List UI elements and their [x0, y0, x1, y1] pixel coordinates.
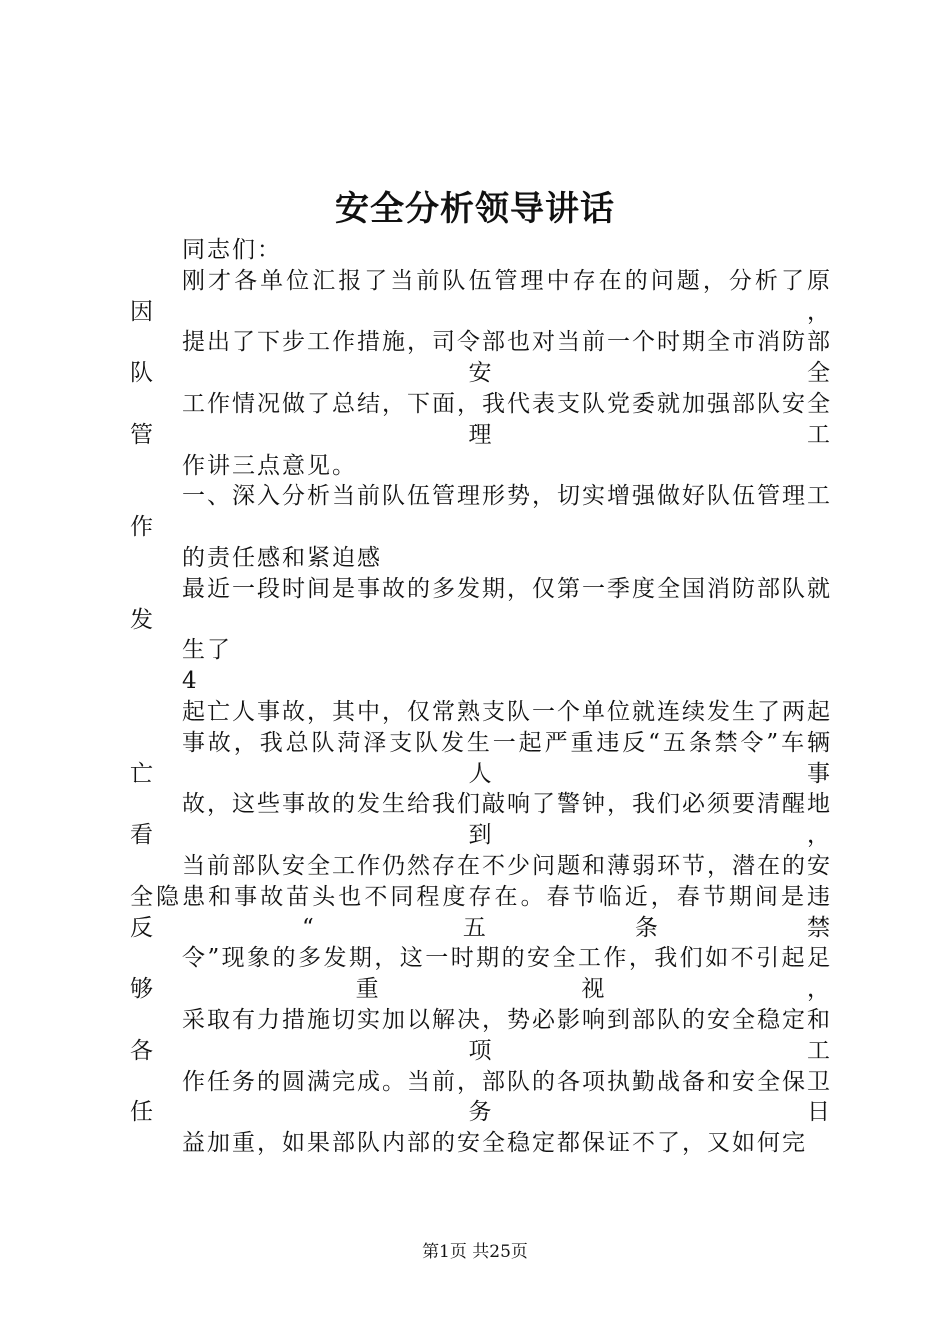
paragraph: 当前部队安全工作仍然存在不少问题和薄弱环节，潜在的安全隐患和事故苗头也不同程度存在。春节临近，春节期间是违反“五条禁 [130, 852, 832, 941]
paragraph: 提出了下步工作措施，司令部也对当前一个时期全市消防部队安全 [130, 329, 832, 387]
paragraph: 刚才各单位汇报了当前队伍管理中存在的问题，分析了原因， [130, 267, 832, 325]
paragraph: 生了 [182, 637, 232, 664]
page-footer: 第1页 共25页 [422, 1242, 528, 1262]
paragraph: 故，这些事故的发生给我们敲响了警钟，我们必须要清醒地看到， [130, 791, 832, 849]
document-body [130, 235, 832, 1159]
paragraph: 作任务的圆满完成。当前，部队的各项执勤战备和安全保卫任务日 [130, 1068, 832, 1126]
paragraph: 事故，我总队菏泽支队发生一起严重违反“五条禁令”车辆亡人事 [130, 729, 832, 787]
paragraph: 益加重，如果部队内部的安全稳定都保证不了，又如何完 [182, 1130, 807, 1157]
paragraph: 令”现象的多发期，这一时期的安全工作，我们如不引起足够重视， [130, 945, 832, 1003]
paragraph: 工作情况做了总结，下面，我代表支队党委就加强部队安全管理工 [130, 390, 832, 448]
paragraph: 同志们： [182, 237, 282, 263]
document-title: 安全分析领导讲话 [335, 189, 615, 229]
paragraph: 起亡人事故，其中，仅常熟支队一个单位就连续发生了两起 [182, 698, 832, 725]
paragraph: 一、深入分析当前队伍管理形势，切实增强做好队伍管理工作 [130, 483, 832, 541]
paragraph: 4 [182, 668, 199, 695]
paragraph: 作讲三点意见。 [182, 452, 357, 479]
paragraph: 的责任感和紧迫感 [182, 544, 382, 571]
paragraph: 采取有力措施切实加以解决，势必影响到部队的安全稳定和各项工 [130, 1006, 832, 1064]
paragraph: 最近一段时间是事故的多发期，仅第一季度全国消防部队就发 [130, 575, 832, 633]
